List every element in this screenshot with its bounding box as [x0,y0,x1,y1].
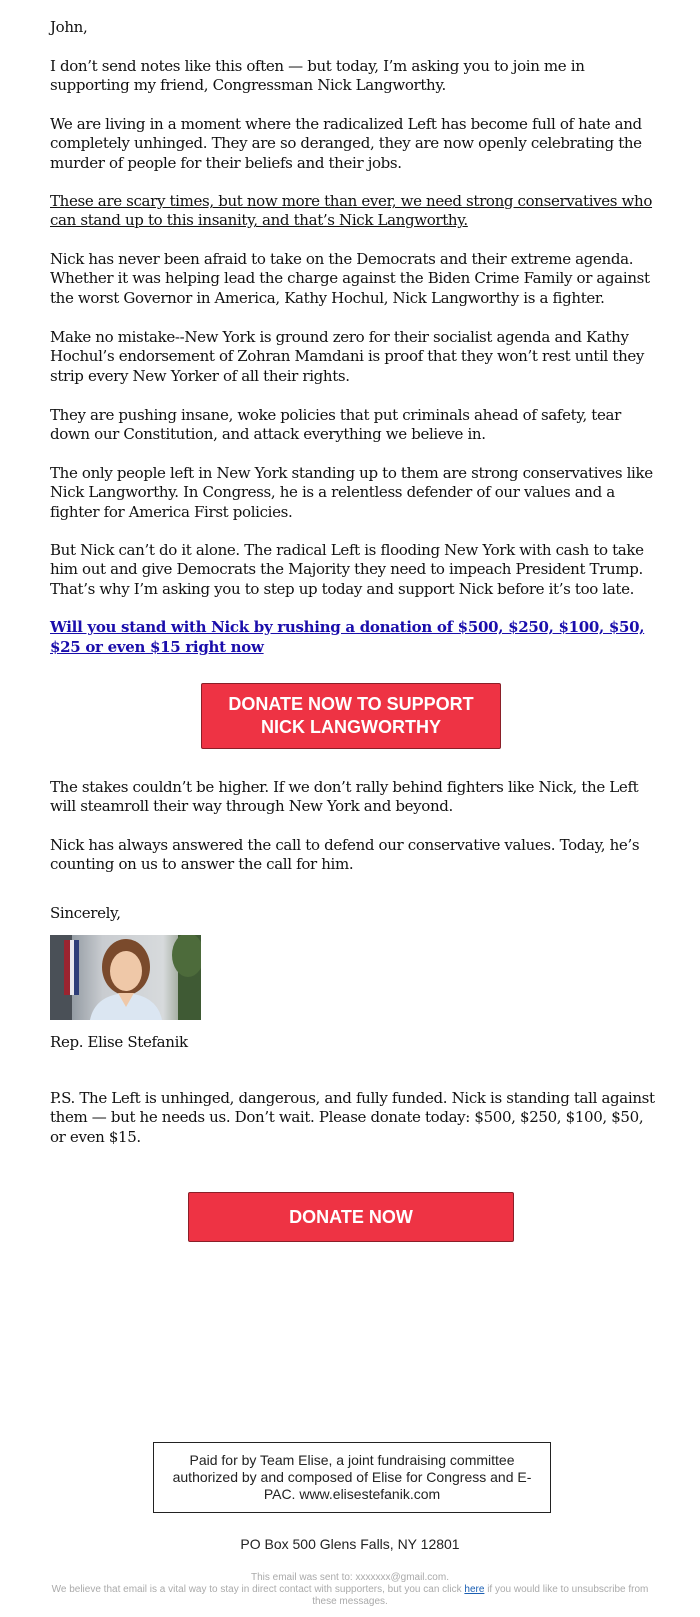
donation-ask-link[interactable]: Will you stand with Nick by rushing a donation of $500, $250, $100, $50, $25 or even $15 right now [50,618,645,656]
mailing-address: PO Box 500 Glens Falls, NY 12801 [240,1536,460,1552]
closing: Sincerely, [50,904,121,922]
paragraph-intro: I don’t send notes like this often — but today, I’m asking you to join me in supporting my friend, Congressman Nick Langworthy. [50,57,585,95]
paragraph-9: The stakes couldn’t be higher. If we don’t rally behind fighters like Nick, the Left will steamroll their way through New York and beyond. [50,778,639,816]
paragraph-5: Make no mistake--New York is ground zero for their socialist agenda and Kathy Hochul’s endorsement of Zohran Mamdani is proof that they won’t rest until they strip every New Yorker of all their rights. [50,328,645,385]
paragraph-6: They are pushing insane, woke policies that put criminals ahead of safety, tear down our Constitution, and attack everything we believe in. [50,406,621,444]
paragraph-10: Nick has always answered the call to defend our conservative values. Today, he’s counting on us to answer the call for him. [50,836,640,874]
greeting: John, [50,18,88,36]
paragraph-8: But Nick can’t do it alone. The radical Left is flooding New York with cash to take him out and give Democrats the Majority they need to impeach President Trump. That’s why I’m asking you to step up today and support Nick before it’s too late. [50,541,644,598]
email-footer [50,1572,650,1608]
paragraph-4: Nick has never been afraid to take on the Democrats and their extreme agenda. Whether it was helping lead the charge against the Biden Crime Family or against the worst Governor in America, Kathy Hochul, Nick Langworthy is a fighter. [50,250,650,307]
signature-photo [50,935,201,1020]
unsubscribe-text-before: We believe that email is a vital way to stay in direct contact with supporters, but you can click [51,1584,462,1595]
paragraph-2: We are living in a moment where the radicalized Left has become full of hate and completely unhinged. They are so deranged, they are now openly celebrating the murder of people for their beliefs and their jobs. [50,115,642,172]
donate-now-button[interactable]: DONATE NOW [188,1192,514,1242]
paragraph-7: The only people left in New York standing up to them are strong conservatives like Nick Langworthy. In Congress, he is a relentless defender of our values and a fighter for America First policies. [50,464,653,521]
signature-name: Rep. Elise Stefanik [50,1033,188,1051]
unsubscribe-notice [50,1584,650,1608]
unsubscribe-link[interactable]: here [464,1584,485,1595]
portrait-image [50,935,201,1020]
unsubscribe-text-after: if you would like to unsubscribe from these messages. [312,1584,649,1607]
paid-for-disclaimer [153,1442,551,1513]
paragraph-underlined: These are scary times, but now more than ever, we need strong conservatives who can stand up to this insanity, and that’s Nick Langworthy. [50,192,653,230]
donate-support-button[interactable]: DONATE NOW TO SUPPORT NICK LANGWORTHY [201,683,501,749]
postscript: P.S. The Left is unhinged, dangerous, and fully funded. Nick is standing tall against them — but he needs us. Don’t wait. Please donate today: $500, $250, $100, $50, or even $15. [50,1089,655,1146]
sent-to-notice: This email was sent to: xxxxxxx@gmail.com. [251,1572,449,1583]
paid-for-text: Paid for by Team Elise, a joint fundraising committee authorized by and composed of Elise for Congress and E-PAC. www.elisestefanik.com [172,1452,532,1502]
